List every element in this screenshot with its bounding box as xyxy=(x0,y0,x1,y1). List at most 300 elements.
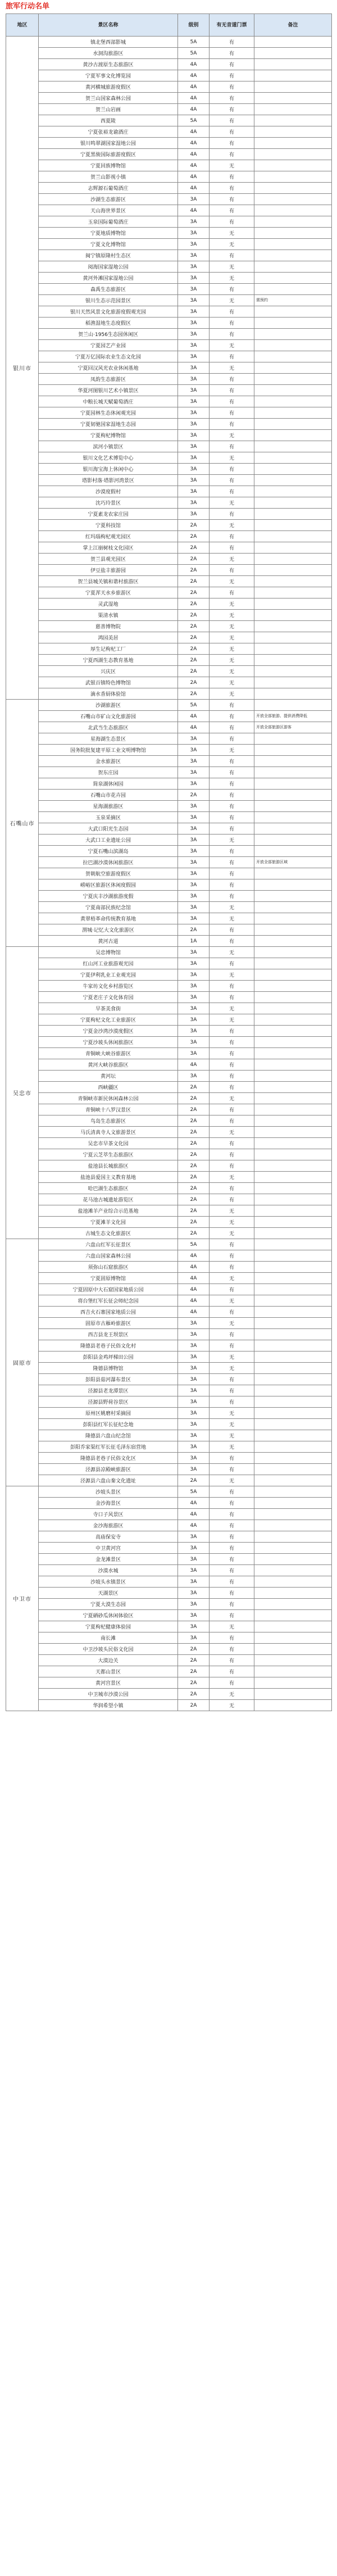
note-cell xyxy=(254,1059,332,1071)
level-cell: 3A xyxy=(178,947,210,958)
level-cell: 3A xyxy=(178,745,210,756)
table-row xyxy=(6,565,332,576)
name-cell: 宁夏硒砂瓜休闲体验区 xyxy=(39,1610,178,1621)
level-cell: 4A xyxy=(178,138,210,149)
note-cell xyxy=(254,407,332,419)
level-cell: 3A xyxy=(178,497,210,509)
level-cell: 3A xyxy=(178,1385,210,1396)
name-cell: 宁夏黑骏国际旅游度假区 xyxy=(39,149,178,160)
region-cell: 固原市 xyxy=(6,1239,39,1486)
table-row xyxy=(6,396,332,407)
level-cell: 3A xyxy=(178,1419,210,1430)
note-cell xyxy=(254,1273,332,1284)
ticket-cell: 无 xyxy=(210,1318,254,1329)
level-cell: 3A xyxy=(178,1632,210,1644)
level-cell: 3A xyxy=(178,1329,210,1340)
table-row xyxy=(6,1486,332,1498)
level-cell: 3A xyxy=(178,374,210,385)
note-cell xyxy=(254,1262,332,1273)
name-cell: 红玛瑙枸杞观光园区 xyxy=(39,531,178,542)
level-cell: 3A xyxy=(178,1576,210,1588)
level-cell: 3A xyxy=(178,981,210,992)
ticket-cell: 有 xyxy=(210,981,254,992)
table-row xyxy=(6,1531,332,1543)
table-row xyxy=(6,464,332,475)
level-cell: 4A xyxy=(178,1509,210,1520)
note-cell xyxy=(254,868,332,879)
name-cell: 贺兰县城关镇和谐村旅游区 xyxy=(39,576,178,587)
level-cell: 2A xyxy=(178,790,210,801)
note-cell xyxy=(254,677,332,688)
level-cell: 3A xyxy=(178,1599,210,1610)
note-cell xyxy=(254,947,332,958)
name-cell: 六盘山红军长征景区 xyxy=(39,1239,178,1250)
level-cell: 3A xyxy=(178,1374,210,1385)
name-cell: 盐池滩羊产业综合示范基地 xyxy=(39,1205,178,1217)
note-cell xyxy=(254,767,332,778)
ticket-cell: 有 xyxy=(210,1071,254,1082)
ticket-cell: 有 xyxy=(210,59,254,70)
name-cell: 中卫沙坡头民俗文化园 xyxy=(39,1644,178,1655)
note-cell xyxy=(254,823,332,835)
name-cell: 宁夏园艺产业园 xyxy=(39,340,178,351)
ticket-cell: 有 xyxy=(210,857,254,868)
note-cell xyxy=(254,1441,332,1453)
table-row xyxy=(6,790,332,801)
ticket-cell: 有 xyxy=(210,1565,254,1576)
ticket-cell: 有 xyxy=(210,351,254,362)
table-row xyxy=(6,407,332,419)
name-cell: 彭阳乔家渠红军长征毛泽东宿营地 xyxy=(39,1441,178,1453)
ticket-cell: 有 xyxy=(210,93,254,104)
level-cell: 3A xyxy=(178,778,210,790)
ticket-cell: 有 xyxy=(210,205,254,216)
note-cell xyxy=(254,913,332,924)
table-row xyxy=(6,868,332,879)
note-cell xyxy=(254,1172,332,1183)
name-cell: 宁夏枸杞健康体验园 xyxy=(39,1621,178,1632)
table-row xyxy=(6,1453,332,1464)
name-cell: 鸟岛生态旅游区 xyxy=(39,1115,178,1127)
note-cell xyxy=(254,1149,332,1160)
ticket-cell: 有 xyxy=(210,1340,254,1352)
table-row xyxy=(6,452,332,464)
name-cell: 宁夏石嘴山滨湖岛 xyxy=(39,846,178,857)
table-row xyxy=(6,1700,332,1711)
name-cell: 闽宁镇原隆村生态区 xyxy=(39,250,178,261)
name-cell: 贺兰山影视小镇 xyxy=(39,171,178,183)
note-cell xyxy=(254,1621,332,1632)
ticket-cell: 有 xyxy=(210,1250,254,1262)
name-cell: 简泉湖休闲园 xyxy=(39,778,178,790)
table-row xyxy=(6,1273,332,1284)
ticket-cell: 有 xyxy=(210,531,254,542)
header-ticket: 有无音道门票 xyxy=(210,14,254,37)
note-cell xyxy=(254,1543,332,1554)
level-cell: 2A xyxy=(178,924,210,936)
table-row xyxy=(6,497,332,509)
table-row xyxy=(6,126,332,138)
table-row xyxy=(6,115,332,126)
name-cell: 星海湖生态景区 xyxy=(39,733,178,745)
table-row xyxy=(6,542,332,554)
ticket-cell: 有 xyxy=(210,767,254,778)
table-row xyxy=(6,621,332,632)
ticket-cell: 有 xyxy=(210,1655,254,1666)
level-cell: 2A xyxy=(178,1666,210,1677)
note-cell xyxy=(254,1082,332,1093)
table-row xyxy=(6,1565,332,1576)
table-row xyxy=(6,1239,332,1250)
name-cell: 中卫城市沙漠公园 xyxy=(39,1689,178,1700)
table-row xyxy=(6,1430,332,1441)
name-cell: 石嘴山市矿山文化旅游园 xyxy=(39,711,178,722)
note-cell xyxy=(254,778,332,790)
note-cell xyxy=(254,1014,332,1026)
name-cell: 宁夏西湖生态教育基地 xyxy=(39,655,178,666)
name-cell: 宁夏大漠生态园 xyxy=(39,1599,178,1610)
table-row xyxy=(6,1385,332,1396)
note-cell xyxy=(254,1048,332,1059)
ticket-cell: 有 xyxy=(210,216,254,228)
name-cell: 华夏河图银川艺术小镇景区 xyxy=(39,385,178,396)
table-row xyxy=(6,1295,332,1307)
name-cell: 银川文化艺术博览中心 xyxy=(39,452,178,464)
ticket-cell: 有 xyxy=(210,1453,254,1464)
level-cell: 2A xyxy=(178,531,210,542)
region-cell: 吴忠市 xyxy=(6,947,39,1239)
name-cell: 沙漠度假村 xyxy=(39,486,178,497)
table-row xyxy=(6,374,332,385)
ticket-cell: 无 xyxy=(210,1441,254,1453)
level-cell: 3A xyxy=(178,857,210,868)
ticket-cell: 无 xyxy=(210,1689,254,1700)
level-cell: 3A xyxy=(178,340,210,351)
note-cell xyxy=(254,902,332,913)
name-cell: 贺朝航空旅游度假区 xyxy=(39,868,178,879)
ticket-cell: 有 xyxy=(210,1385,254,1396)
ticket-cell: 有 xyxy=(210,823,254,835)
table-row xyxy=(6,700,332,711)
level-cell: 3A xyxy=(178,835,210,846)
ticket-cell: 有 xyxy=(210,1082,254,1093)
note-cell xyxy=(254,801,332,812)
note-cell xyxy=(254,1408,332,1419)
note-cell xyxy=(254,183,332,194)
ticket-cell: 有 xyxy=(210,1554,254,1565)
name-cell: 隆德县博物馆 xyxy=(39,1363,178,1374)
note-cell xyxy=(254,1127,332,1138)
table-row xyxy=(6,1194,332,1205)
note-cell xyxy=(254,250,332,261)
ticket-cell: 有 xyxy=(210,868,254,879)
table-row xyxy=(6,745,332,756)
table-row xyxy=(6,1127,332,1138)
ticket-cell: 无 xyxy=(210,1408,254,1419)
ticket-cell: 无 xyxy=(210,688,254,700)
ticket-cell: 无 xyxy=(210,430,254,441)
note-cell xyxy=(254,1498,332,1509)
ticket-cell: 有 xyxy=(210,756,254,767)
ticket-cell: 无 xyxy=(210,273,254,284)
level-cell: 3A xyxy=(178,1588,210,1599)
level-cell: 2A xyxy=(178,1160,210,1172)
note-cell: 需预约 xyxy=(254,295,332,306)
name-cell: 贺兰县观光园区 xyxy=(39,554,178,565)
ticket-cell: 无 xyxy=(210,598,254,610)
name-cell: 滴水香厨体验馆 xyxy=(39,688,178,700)
name-cell: 沙坡头水镇景区 xyxy=(39,1576,178,1588)
level-cell: 3A xyxy=(178,464,210,475)
ticket-cell: 无 xyxy=(210,1093,254,1104)
table-row xyxy=(6,531,332,542)
ticket-cell: 有 xyxy=(210,1509,254,1520)
level-cell: 3A xyxy=(178,1565,210,1576)
name-cell: 须弥山石窟旅游区 xyxy=(39,1262,178,1273)
level-cell: 3A xyxy=(178,1396,210,1408)
ticket-cell: 无 xyxy=(210,621,254,632)
note-cell xyxy=(254,228,332,239)
note-cell xyxy=(254,733,332,745)
table-row xyxy=(6,70,332,81)
name-cell: 哈巴湖生态旅游区 xyxy=(39,1183,178,1194)
table-row xyxy=(6,1441,332,1453)
ticket-cell: 有 xyxy=(210,1194,254,1205)
table-row xyxy=(6,59,332,70)
table-row xyxy=(6,936,332,947)
note-cell xyxy=(254,306,332,318)
ticket-cell: 无 xyxy=(210,1228,254,1239)
note-cell xyxy=(254,509,332,520)
note-cell xyxy=(254,1700,332,1711)
ticket-cell: 无 xyxy=(210,261,254,273)
ticket-cell: 有 xyxy=(210,879,254,891)
name-cell: 西夏陵 xyxy=(39,115,178,126)
ticket-cell: 有 xyxy=(210,475,254,486)
ticket-cell: 有 xyxy=(210,1374,254,1385)
table-row xyxy=(6,846,332,857)
name-cell: 凤韵生态旅游区 xyxy=(39,374,178,385)
note-cell xyxy=(254,1419,332,1430)
note-cell xyxy=(254,1396,332,1408)
table-row xyxy=(6,430,332,441)
table-row xyxy=(6,183,332,194)
name-cell: 银川天然风景文化旅游度假观光园 xyxy=(39,306,178,318)
level-cell: 2A xyxy=(178,1655,210,1666)
ticket-cell: 有 xyxy=(210,183,254,194)
note-cell xyxy=(254,1576,332,1588)
name-cell: 玉泉采摘区 xyxy=(39,812,178,823)
level-cell: 5A xyxy=(178,1486,210,1498)
table-row xyxy=(6,37,332,48)
level-cell: 2A xyxy=(178,1475,210,1486)
level-cell: 1A xyxy=(178,936,210,947)
name-cell: 将台堡红军长征会师纪念园 xyxy=(39,1295,178,1307)
note-cell xyxy=(254,1464,332,1475)
name-cell: 古城生态文化旅游区 xyxy=(39,1228,178,1239)
level-cell: 5A xyxy=(178,37,210,48)
note-cell xyxy=(254,93,332,104)
level-cell: 2A xyxy=(178,1217,210,1228)
name-cell: 贺兰山国家森林公园 xyxy=(39,93,178,104)
note-cell xyxy=(254,318,332,329)
table-row xyxy=(6,1576,332,1588)
note-cell xyxy=(254,115,332,126)
level-cell: 2A xyxy=(178,1149,210,1160)
note-cell xyxy=(254,958,332,969)
note-cell xyxy=(254,1385,332,1396)
name-cell: 南长滩 xyxy=(39,1632,178,1644)
ticket-cell: 无 xyxy=(210,610,254,621)
note-cell xyxy=(254,936,332,947)
table-row xyxy=(6,1520,332,1531)
name-cell: 吴忠市早茶文化园 xyxy=(39,1138,178,1149)
level-cell: 3A xyxy=(178,1408,210,1419)
note-cell xyxy=(254,1217,332,1228)
name-cell: 星海湖旅游区 xyxy=(39,801,178,812)
name-cell: 沙漠水城 xyxy=(39,1565,178,1576)
table-row xyxy=(6,1689,332,1700)
ticket-cell: 有 xyxy=(210,778,254,790)
level-cell: 4A xyxy=(178,1498,210,1509)
table-row xyxy=(6,1475,332,1486)
name-cell: 固原市古雁岭旅游区 xyxy=(39,1318,178,1329)
level-cell: 3A xyxy=(178,812,210,823)
table-row xyxy=(6,992,332,1003)
level-cell: 4A xyxy=(178,160,210,171)
name-cell: 华润希望小镇 xyxy=(39,1700,178,1711)
note-cell xyxy=(254,70,332,81)
table-row xyxy=(6,857,332,868)
note-cell xyxy=(254,643,332,655)
name-cell: 塔影村落·塔影河湾景区 xyxy=(39,475,178,486)
table-row xyxy=(6,48,332,59)
table-row xyxy=(6,362,332,374)
level-cell: 3A xyxy=(178,1003,210,1014)
name-cell: 宁夏固原中大石窟国家地质公园 xyxy=(39,1284,178,1295)
table-row xyxy=(6,1666,332,1677)
level-cell: 3A xyxy=(178,992,210,1003)
note-cell xyxy=(254,329,332,340)
ticket-cell: 无 xyxy=(210,969,254,981)
level-cell: 2A xyxy=(178,610,210,621)
table-row xyxy=(6,1340,332,1352)
ticket-cell: 有 xyxy=(210,419,254,430)
level-cell: 3A xyxy=(178,452,210,464)
table-row xyxy=(6,1093,332,1104)
name-cell: 西吉火石寨国家地质公园 xyxy=(39,1307,178,1318)
note-cell xyxy=(254,261,332,273)
ticket-cell: 有 xyxy=(210,126,254,138)
table-row xyxy=(6,1014,332,1026)
note-cell xyxy=(254,1340,332,1352)
ticket-cell: 有 xyxy=(210,1183,254,1194)
level-cell: 2A xyxy=(178,1228,210,1239)
ticket-cell: 无 xyxy=(210,1273,254,1284)
table-row xyxy=(6,205,332,216)
note-cell xyxy=(254,969,332,981)
ticket-cell: 无 xyxy=(210,239,254,250)
level-cell: 3A xyxy=(178,1464,210,1475)
ticket-cell: 有 xyxy=(210,1138,254,1149)
note-cell xyxy=(254,284,332,295)
table-row xyxy=(6,1543,332,1554)
name-cell: 宁夏地质博物馆 xyxy=(39,228,178,239)
table-row xyxy=(6,441,332,452)
name-cell: 高庙保安寺 xyxy=(39,1531,178,1543)
table-row xyxy=(6,1419,332,1430)
note-cell xyxy=(254,1026,332,1037)
level-cell: 3A xyxy=(178,430,210,441)
level-cell: 3A xyxy=(178,295,210,306)
name-cell: 银川鸣翠湖国家湿地公园 xyxy=(39,138,178,149)
level-cell: 4A xyxy=(178,104,210,115)
table-row xyxy=(6,340,332,351)
ticket-cell: 有 xyxy=(210,385,254,396)
name-cell: 宁夏云芝萃生态旅游区 xyxy=(39,1149,178,1160)
ticket-cell: 有 xyxy=(210,374,254,385)
table-row xyxy=(6,239,332,250)
table-row xyxy=(6,419,332,430)
note-cell xyxy=(254,790,332,801)
table-row xyxy=(6,1003,332,1014)
ticket-cell: 有 xyxy=(210,70,254,81)
table-row xyxy=(6,677,332,688)
note-cell xyxy=(254,587,332,598)
ticket-cell: 有 xyxy=(210,1160,254,1172)
table-row xyxy=(6,93,332,104)
ticket-cell: 有 xyxy=(210,891,254,902)
table-body xyxy=(6,37,332,1711)
level-cell: 3A xyxy=(178,733,210,745)
note-cell xyxy=(254,598,332,610)
table-row xyxy=(6,812,332,823)
name-cell: 青铜峡市新民休闲森林公园 xyxy=(39,1093,178,1104)
table-row xyxy=(6,1262,332,1273)
ticket-cell: 有 xyxy=(210,1026,254,1037)
level-cell: 2A xyxy=(178,1138,210,1149)
note-cell xyxy=(254,1453,332,1464)
table-row xyxy=(6,598,332,610)
level-cell: 4A xyxy=(178,205,210,216)
level-cell: 2A xyxy=(178,666,210,677)
name-cell: 玉泉国际葡萄酒庄 xyxy=(39,216,178,228)
name-cell: 国务院批复建平原工业文明博物馆 xyxy=(39,745,178,756)
name-cell: 宁夏韧驰国家湿地生态园 xyxy=(39,419,178,430)
name-cell: 黄河横城旅游度假区 xyxy=(39,81,178,93)
level-cell: 2A xyxy=(178,621,210,632)
table-row xyxy=(6,171,332,183)
name-cell: 大武口阳光生态园 xyxy=(39,823,178,835)
name-cell: 西峡疆区 xyxy=(39,1082,178,1093)
table-row xyxy=(6,1138,332,1149)
level-cell: 3A xyxy=(178,509,210,520)
level-cell: 4A xyxy=(178,722,210,733)
name-cell: 宁夏老庄子文化体育园 xyxy=(39,992,178,1003)
level-cell: 2A xyxy=(178,1194,210,1205)
ticket-cell: 有 xyxy=(210,250,254,261)
name-cell: 水洞沟旅游区 xyxy=(39,48,178,59)
level-cell: 3A xyxy=(178,362,210,374)
level-cell: 4A xyxy=(178,59,210,70)
ticket-cell: 有 xyxy=(210,441,254,452)
note-cell xyxy=(254,812,332,823)
level-cell: 4A xyxy=(178,1307,210,1318)
name-cell: 银川海宝海上休闲中心 xyxy=(39,464,178,475)
ticket-cell: 无 xyxy=(210,1295,254,1307)
ticket-cell: 无 xyxy=(210,362,254,374)
table-row xyxy=(6,1632,332,1644)
